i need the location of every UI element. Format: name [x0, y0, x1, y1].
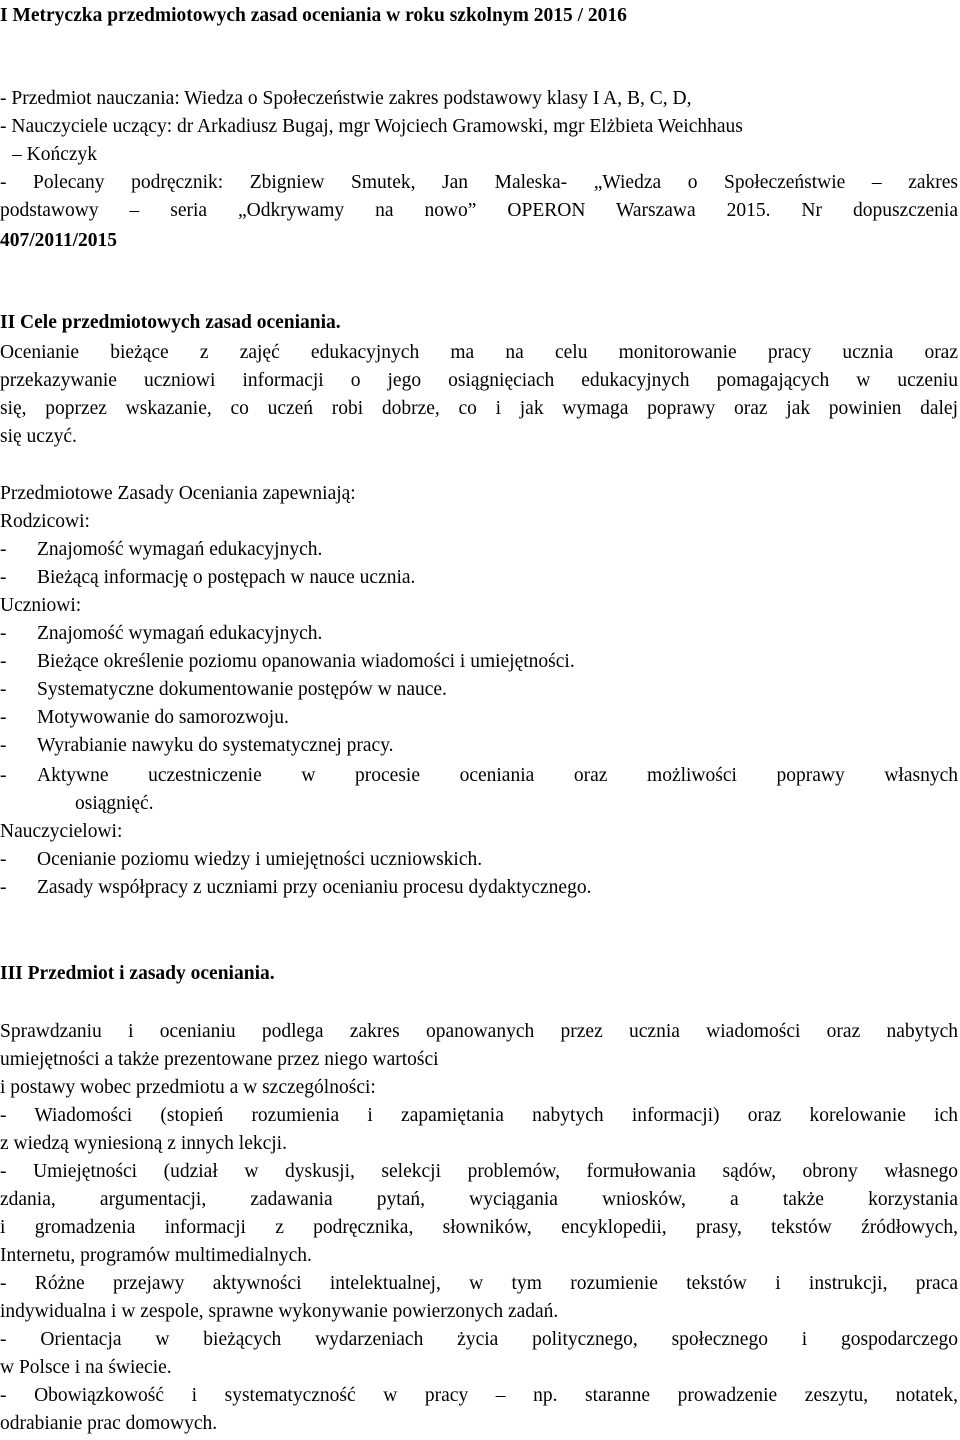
list-item-text: Bieżące określenie poziomu opanowania wiadomości i umiejętności. [37, 651, 575, 672]
teacher-label: Nauczycielowi: [0, 821, 123, 842]
textbook-line: - Polecany podręcznik: Zbigniew Smutek, Jan Maleska- „Wiedza o Społeczeństwie – zakres [0, 172, 958, 193]
list-dash: - [0, 765, 7, 786]
textbook-line-cont: podstawowy – seria „Odkrywamy na nowo” OPERON Warszawa 2015. Nr dopuszczenia [0, 200, 958, 221]
list-item-text: Systematyczne dokumentowanie postępów w nauce. [37, 679, 447, 700]
approval-number: 407/2011/2015 [0, 230, 118, 251]
list-dash: - [0, 539, 7, 560]
list-item-text-long-cont: osiągnięć. [75, 793, 154, 814]
body-line: - Orientacja w bieżących wydarzeniach życia politycznego, społecznego i gospodarczego [0, 1329, 958, 1350]
list-item-text: Znajomość wymagań edukacyjnych. [37, 539, 323, 560]
section-2-title: II Cele przedmiotowych zasad oceniania. [0, 312, 341, 333]
body-line: i postawy wobec przedmiotu a w szczególności: [0, 1077, 376, 1098]
list-item-text: Znajomość wymagań edukacyjnych. [37, 623, 323, 644]
intro-line: Ocenianie bieżące z zajęć edukacyjnych ma na celu monitorowanie pracy ucznia oraz [0, 342, 958, 363]
intro-line: się uczyć. [0, 426, 77, 447]
body-line: indywidualna i w zespole, sprawne wykonywanie powierzonych zadań. [0, 1301, 559, 1322]
list-dash: - [0, 679, 7, 700]
subject-line: - Przedmiot nauczania: Wiedza o Społeczeństwie zakres podstawowy klasy I A, B, C, D, [0, 88, 692, 109]
body-line: odrabianie prac domowych. [0, 1413, 218, 1434]
list-item-text: Wyrabianie nawyku do systematycznej pracy. [37, 735, 394, 756]
body-line: Sprawdzaniu i ocenianiu podlega zakres opanowanych przez ucznia wiadomości oraz nabytych [0, 1021, 958, 1042]
list-item-text: Motywowanie do samorozwoju. [37, 707, 289, 728]
body-line: - Umiejętności (udział w dyskusji, selekcji problemów, formułowania sądów, obrony własnego [0, 1161, 958, 1182]
body-line: umiejętności a także prezentowane przez niego wartości [0, 1049, 439, 1070]
body-line: i gromadzenia informacji z podręcznika, słowników, encyklopedii, prasy, tekstów źródłowych, [0, 1217, 958, 1238]
list-item-text: Ocenianie poziomu wiedzy i umiejętności uczniowskich. [37, 849, 483, 870]
body-line: w Polsce i na świecie. [0, 1357, 172, 1378]
list-dash: - [0, 735, 7, 756]
section-1-title: I Metryczka przedmiotowych zasad oceniania w roku szkolnym 2015 / 2016 [0, 5, 627, 26]
body-line: - Obowiązkowość i systematyczność w pracy – np. staranne prowadzenie zeszytu, notatek, [0, 1385, 958, 1406]
list-dash: - [0, 623, 7, 644]
section-3-title: III Przedmiot i zasady oceniania. [0, 963, 275, 984]
list-item-text: Bieżącą informację o postępach w nauce ucznia. [37, 567, 416, 588]
intro-line: się, poprzez wskazanie, co uczeń robi dobrze, co i jak wymaga poprawy oraz jak powinien dalej [0, 398, 958, 419]
provides-heading: Przedmiotowe Zasady Oceniania zapewniają: [0, 483, 356, 504]
body-line: z wiedzą wyniesioną z innych lekcji. [0, 1133, 287, 1154]
student-label: Uczniowi: [0, 595, 82, 616]
list-dash: - [0, 567, 7, 588]
list-dash: - [0, 707, 7, 728]
body-line: zdania, argumentacji, zadawania pytań, wyciągania wniosków, a także korzystania [0, 1189, 958, 1210]
body-line: - Różne przejawy aktywności intelektualnej, w tym rozumienie tekstów i instrukcji, praca [0, 1273, 958, 1294]
teachers-line: - Nauczyciele uczący: dr Arkadiusz Bugaj, mgr Wojciech Gramowski, mgr Elżbieta Weichhaus [0, 116, 743, 137]
parents-label: Rodzicowi: [0, 511, 90, 532]
body-line: - Wiadomości (stopień rozumienia i zapamiętania nabytych informacji) oraz korelowanie ich [0, 1105, 958, 1126]
list-item-text-long: Aktywne uczestniczenie w procesie oceniania oraz możliwości poprawy własnych [37, 765, 958, 786]
list-dash: - [0, 651, 7, 672]
list-item-text: Zasady współpracy z uczniami przy ocenianiu procesu dydaktycznego. [37, 877, 592, 898]
body-line: Internetu, programów multimedialnych. [0, 1245, 312, 1266]
list-dash: - [0, 877, 7, 898]
list-dash: - [0, 849, 7, 870]
teachers-line-cont: – Kończyk [12, 144, 98, 165]
intro-line: przekazywanie uczniowi informacji o jego osiągnięciach edukacyjnych pomagających w uczeniu [0, 370, 958, 391]
